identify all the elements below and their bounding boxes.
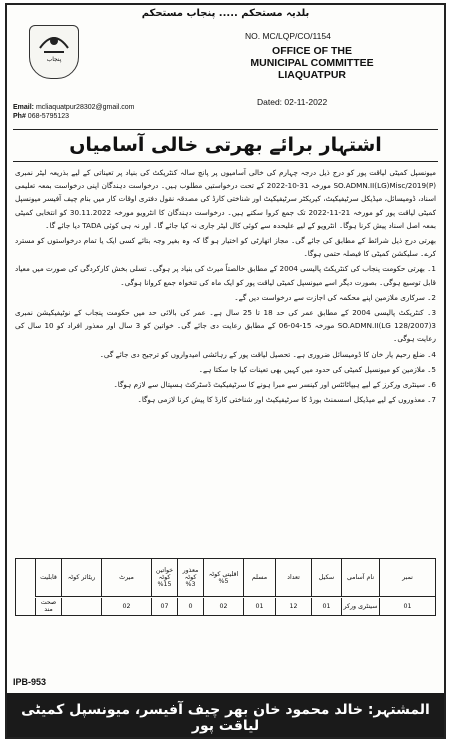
table-cell	[61, 598, 101, 615]
phone-number: 068-5795123	[27, 113, 70, 120]
paragraph: 4۔ ضلع رحیم یار خان کا ڈومیسائل ضروری ہے۔ تحصیل لیاقت پور کے رہائشی امیدواروں کو ترجیح دی جائے گی۔	[99, 349, 436, 359]
phone-label: Ph#	[13, 113, 26, 120]
government-logo-icon	[29, 25, 79, 79]
paragraph: بھرتی درج ذیل شرائط کے مطابق کی جائے گی۔ مجاز اتھارٹی کو اختیار ہو گا کہ وہ بغیر وجہ بتائے کسی ایک یا تمام درخواستوں کو مسترد کرے۔ سلیکشن کمیٹی کا فیصلہ حتمی ہوگا۔	[15, 236, 436, 259]
body-text	[15, 166, 436, 552]
paragraph: 5۔ ملازمین کو میونسپل کمیٹی کی حدود میں کہیں بھی تعینات کیا جا سکتا ہے۔	[198, 364, 436, 374]
table-header: خواتین کوٹہ 15%	[151, 559, 177, 597]
top-banner: بلدیہ مستحکم ..... پنجاب مستحکم	[141, 8, 310, 19]
table-header: اقلیتی کوٹہ 5%	[203, 559, 243, 597]
headline: اشتہار برائے بھرتی خالی آسامیاں	[13, 129, 438, 162]
paragraph: 1۔ بھرتی حکومت پنجاب کی کنٹریکٹ پالیسی 2004 کے مطابق خالصتاً میرٹ کی بنیاد پر ہوگی۔ تسلی بخش کارکردگی کی صورت میں معیاد قابل توسیع ہوگی۔ بصورت دیگر اسے میونسپل کمیٹی لیاقت پور کو ایک ماہ کی تنخواہ جمع کروانا ہوگی۔	[15, 264, 436, 287]
office-line-1: OFFICE OF THE	[272, 45, 352, 57]
table-header: نمبر	[379, 559, 435, 597]
vacancy-table	[15, 558, 436, 616]
contact-info	[13, 103, 135, 121]
paragraph: 3۔ کنٹریکٹ پالیسی 2004 کے مطابق عمر کی حد 18 تا 25 سال ہے۔ عمر کی بالائی حد میں حکومت پنجاب کے نوٹیفیکیشن نمبری SO.ADMN.II(LG 128/2007)3 مورخہ 15-04-06 کے مطابق رعایت دی جائے گی۔ خواتین کو 3 سال اور معذور افراد کو 10 سال کی رعایت ہوگی۔	[15, 308, 436, 344]
table-header: سکیل	[311, 559, 341, 597]
paragraph: 2۔ سرکاری ملازمین اپنے محکمہ کی اجازت سے درخواست دیں گے۔	[234, 292, 436, 302]
table-cell: 02	[101, 598, 151, 615]
table-header: مسلم	[243, 559, 275, 597]
footer-bar	[7, 677, 444, 737]
table-header: معذور کوٹہ 3%	[177, 559, 203, 597]
table-header: ریٹائر کوٹہ	[61, 559, 101, 597]
office-line-2: MUNICIPAL COMMITTEE	[250, 57, 374, 69]
paragraph: 6۔ سینٹری ورکرز کے لیے ہیپاٹائٹس اور کینسر سے مبرا ہونے کا سرٹیفیکیٹ ڈسٹرکٹ ہسپتال سے لازم ہوگا۔	[113, 380, 436, 390]
table-header: قابلیت	[35, 559, 61, 597]
table-cell: سینٹری ورکر	[341, 598, 379, 615]
table-cell: 0	[177, 598, 203, 615]
table-cell: 01	[311, 598, 341, 615]
table-cell: 01	[243, 598, 275, 615]
table-cell: 07	[151, 598, 177, 615]
ipb-number: IPB-953	[13, 677, 47, 687]
paragraph: میونسپل کمیٹی لیاقت پور کو درج ذیل درجہ چہارم کی خالی آسامیوں پر پانچ سالہ کنٹریکٹ کی بنیاد پر تعیناتی کے لیے بذریعہ لیٹر نمبری SO.ADMN.II(LG)Misc/2019(P) مورخہ 31-10-2022 کے تحت درخواستیں مطلوب ہیں۔ درخواست دہندگان اپنی درخواست بمعہ تعلیمی اسناد، ڈومیسائل، میڈیکل سرٹیفیکیٹ، کیریکٹر سرٹیفیکیٹ اور شناختی کارڈ کی مصدقہ نقول دفتری اوقات کار میں بنام چیف آفیسر میونسپل کمیٹی لیاقت پور کو مورخہ 21-11-2022 تک جمع کروا سکتے ہیں۔ درخواست دہندگان کا انٹرویو مورخہ 30.11.2022 کو انتخابی کمیٹی بمعہ اصل اسناد پیش کرنا ہوگا۔ انٹرویو کے لیے علیحدہ سے کوئی کال لیٹر جاری نہ کیا جائے گا۔ اور نہ ہی کوئی TADA دیا جائے گا۔	[15, 168, 436, 230]
header	[7, 19, 444, 119]
office-line-3: LIAQUATPUR	[277, 69, 347, 81]
logo-text: پنجاب	[46, 56, 62, 63]
reference-number: NO. MC/LQP/CO/1154	[245, 31, 331, 41]
table-header: تعداد	[275, 559, 311, 597]
date: Dated: 02-11-2022	[257, 97, 328, 107]
table-cell: صحت مند	[35, 598, 61, 615]
office-title	[227, 45, 397, 81]
email-link[interactable]: mcliaquatpur28302@gmail.com	[35, 104, 135, 111]
advertiser-name: المشتہر: خالد محمود خان بھر چیف آفیسر، میونسپل کمیٹی لیاقت پور	[21, 702, 430, 734]
paragraph: 7۔ معذوروں کے لیے میڈیکل اسسمنٹ بورڈ کا سرٹیفیکیٹ اور شناختی کارڈ کا پیش کرنا لازمی ہوگا۔	[137, 395, 436, 405]
table-cell: 02	[203, 598, 243, 615]
table-cell: 12	[275, 598, 311, 615]
advertisement-page	[5, 3, 446, 739]
table-header: نام آسامی	[341, 559, 379, 597]
table-cell: 01	[379, 598, 435, 615]
email-label: Email:	[13, 104, 35, 111]
table-header: میرٹ	[101, 559, 151, 597]
